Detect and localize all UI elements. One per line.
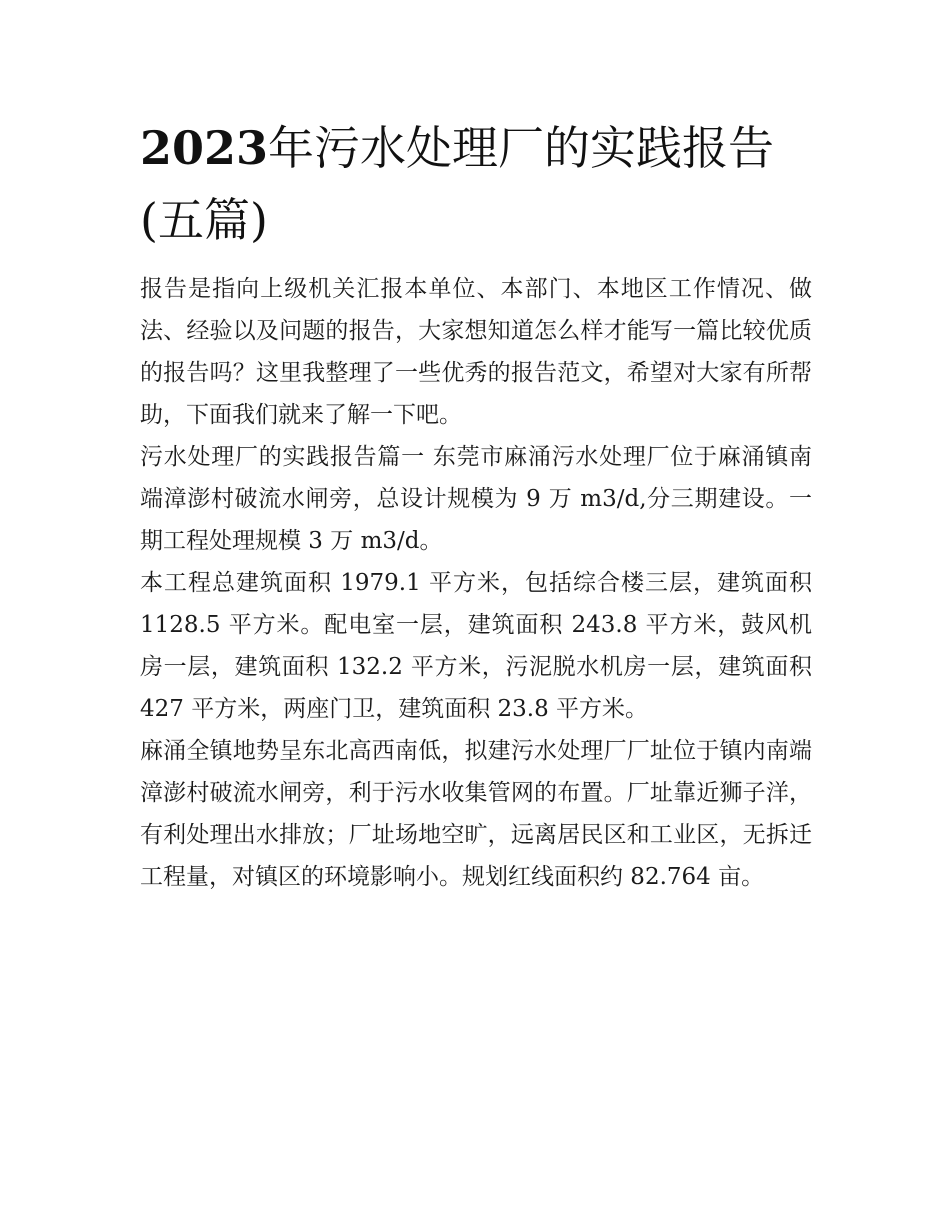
paragraph-site: 麻涌全镇地势呈东北高西南低，拟建污水处理厂厂址位于镇内南端漳澎村破流水闸旁，利于污水收集管网的布置。厂址靠近狮子洋，有利处理出水排放；厂址场地空旷，远离居民区和工业区，无拆迁工程量，对镇区的环境影响小。规划红线面积约 82.764 亩。 bbox=[140, 738, 812, 890]
title-year: 2023 bbox=[140, 121, 269, 175]
page-title bbox=[140, 112, 812, 256]
title-text: 年污水处理厂的实践报告(五篇) bbox=[140, 121, 775, 247]
document-body bbox=[140, 112, 812, 898]
paragraph-intro: 报告是指向上级机关汇报本单位、本部门、本地区工作情况、做法、经验以及问题的报告，大家想知道怎么样才能写一篇比较优质的报告吗？这里我整理了一些优秀的报告范文，希望对大家有所帮助，下面我们就来了解一下吧。 bbox=[140, 276, 812, 428]
paragraph-building-area: 本工程总建筑面积 1979.1 平方米，包括综合楼三层，建筑面积 1128.5 平方米。配电室一层，建筑面积 243.8 平方米，鼓风机房一层，建筑面积 132.2 平方米，污泥脱水机房一层，建筑面积 427 平方米，两座门卫，建筑面积 23.8 平方米。 bbox=[140, 570, 812, 722]
paragraph-overview: 污水处理厂的实践报告篇一 东莞市麻涌污水处理厂位于麻涌镇南端漳澎村破流水闸旁，总设计规模为 9 万 m3/d,分三期建设。一期工程处理规模 3 万 m3/d。 bbox=[140, 444, 812, 554]
